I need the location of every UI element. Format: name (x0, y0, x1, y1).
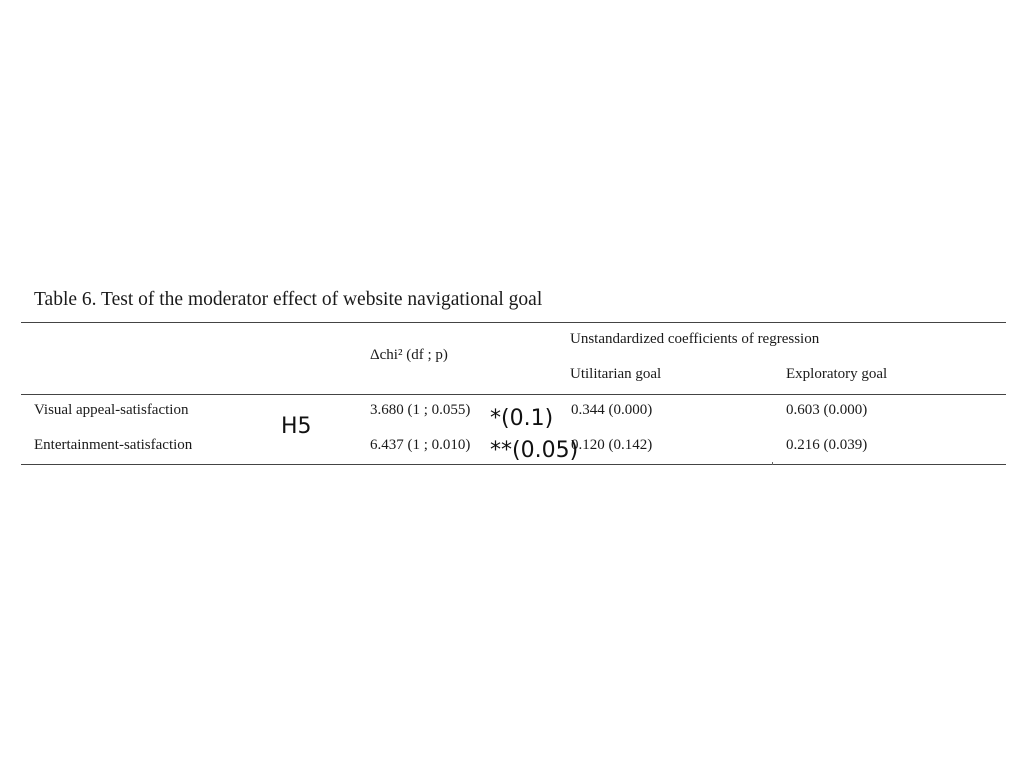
header-utilitarian-goal: Utilitarian goal (570, 366, 662, 382)
row-visual-appeal-label: Visual appeal-satisfaction (34, 402, 189, 418)
row-entertainment-delta-chi: 6.437 (1 ; 0.010) (370, 437, 471, 453)
table-rule-middle (21, 394, 1006, 395)
row-entertainment-label: Entertainment-satisfaction (34, 437, 193, 453)
row-entertainment-utilitarian: 0.120 (0.142) (571, 437, 653, 453)
table-rule-top (21, 322, 1006, 323)
header-exploratory-goal: Exploratory goal (786, 366, 888, 382)
table-rule-bottom (21, 464, 1006, 465)
row-visual-appeal-exploratory: 0.603 (0.000) (786, 402, 868, 418)
hypothesis-label: H5 (281, 414, 312, 439)
row-visual-appeal-utilitarian: 0.344 (0.000) (571, 402, 653, 418)
header-unstandardized-coefficients: Unstandardized coefficients of regression (570, 331, 820, 347)
significance-note-1: *(0.1) (490, 406, 554, 431)
table-title: Table 6. Test of the moderator effect of website navigational goal (34, 289, 543, 310)
stray-tick-mark (772, 462, 773, 465)
header-delta-chi: Δchi² (df ; p) (370, 347, 448, 363)
row-entertainment-exploratory: 0.216 (0.039) (786, 437, 868, 453)
row-visual-appeal-delta-chi: 3.680 (1 ; 0.055) (370, 402, 471, 418)
significance-note-2: **(0.05) (490, 438, 579, 463)
